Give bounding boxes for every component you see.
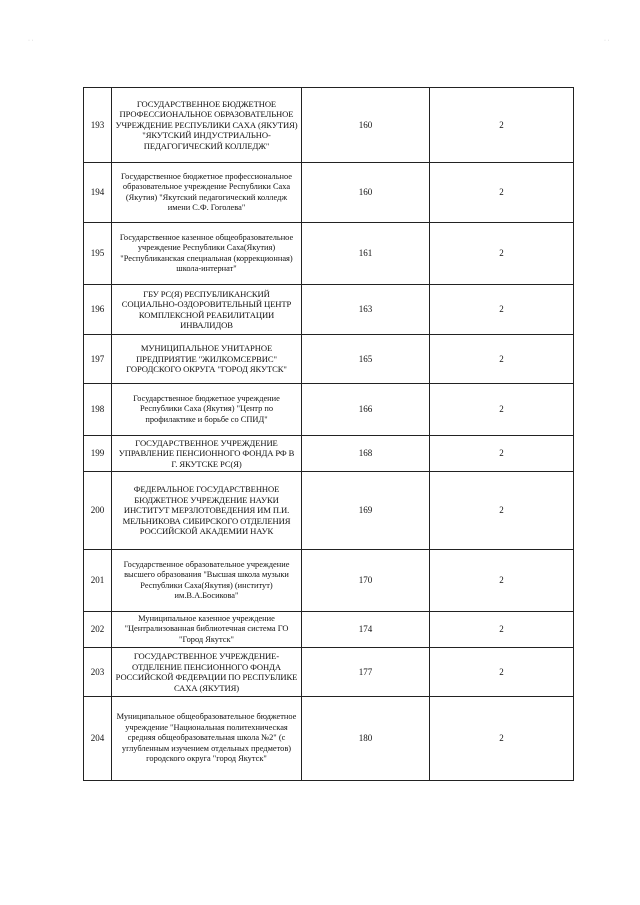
- row-number: 196: [84, 285, 112, 335]
- row-number: 193: [84, 88, 112, 163]
- organization-name: ГОСУДАРСТВЕННОЕ БЮДЖЕТНОЕ ПРОФЕССИОНАЛЬНОЕ ОБРАЗОВАТЕЛЬНОЕ УЧРЕЖДЕНИЕ РЕСПУБЛИКИ САХА (ЯКУТИЯ) "ЯКУТСКИЙ ИНДУСТРИАЛЬНО-ПЕДАГОГИЧЕСКИЙ КОЛЛЕДЖ": [112, 88, 302, 163]
- organization-name: Государственное образовательное учреждение высшего образования "Высшая школа музыки Республики Саха(Якутия) (институт) им.В.А.Босикова": [112, 550, 302, 612]
- row-number: 195: [84, 223, 112, 285]
- row-number: 199: [84, 436, 112, 472]
- scan-margin-mark: · ·: [604, 38, 610, 44]
- row-number: 203: [84, 648, 112, 697]
- row-value: 174: [302, 612, 430, 648]
- organization-name: ФЕДЕРАЛЬНОЕ ГОСУДАРСТВЕННОЕ БЮДЖЕТНОЕ УЧРЕЖДЕНИЕ НАУКИ ИНСТИТУТ МЕРЗЛОТОВЕДЕНИЯ ИМ П.И. МЕЛЬНИКОВА СИБИРСКОГО ОТДЕЛЕНИЯ РОССИЙСКОЙ АКАДЕМИИ НАУК: [112, 472, 302, 550]
- organization-name: ГБУ РС(Я) РЕСПУБЛИКАНСКИЙ СОЦИАЛЬНО-ОЗДОРОВИТЕЛЬНЫЙ ЦЕНТР КОМПЛЕКСНОЙ РЕАБИЛИТАЦИИ ИНВАЛИДОВ: [112, 285, 302, 335]
- row-value: 160: [302, 163, 430, 223]
- row-count: 2: [430, 648, 574, 697]
- organization-name: Муниципальное общеобразовательное бюджетное учреждение "Национальная политехническая средняя общеобразовательная школа №2" (с углубленным изучением отдельных предметов) городского округа "город Якутск": [112, 697, 302, 781]
- row-count: 2: [430, 550, 574, 612]
- table-row: [84, 163, 574, 223]
- table-row: [84, 384, 574, 436]
- table-row: [84, 335, 574, 384]
- organization-name: Государственное казенное общеобразовательное учреждение Республики Саха(Якутия) "Республиканская специальная (коррекционная) школа-интернат": [112, 223, 302, 285]
- table-row: [84, 88, 574, 163]
- row-value: 170: [302, 550, 430, 612]
- row-count: 2: [430, 88, 574, 163]
- organizations-table: [83, 87, 574, 781]
- table-row: [84, 436, 574, 472]
- row-number: 202: [84, 612, 112, 648]
- table-row: [84, 612, 574, 648]
- row-value: 163: [302, 285, 430, 335]
- row-count: 2: [430, 436, 574, 472]
- row-value: 180: [302, 697, 430, 781]
- row-count: 2: [430, 612, 574, 648]
- row-number: 204: [84, 697, 112, 781]
- row-count: 2: [430, 472, 574, 550]
- table-row: [84, 285, 574, 335]
- row-count: 2: [430, 223, 574, 285]
- row-value: 165: [302, 335, 430, 384]
- row-count: 2: [430, 384, 574, 436]
- row-count: 2: [430, 697, 574, 781]
- table-row: [84, 223, 574, 285]
- table-row: [84, 550, 574, 612]
- organization-name: ГОСУДАРСТВЕННОЕ УЧРЕЖДЕНИЕ УПРАВЛЕНИЕ ПЕНСИОННОГО ФОНДА РФ В Г. ЯКУТСКЕ РС(Я): [112, 436, 302, 472]
- row-number: 201: [84, 550, 112, 612]
- row-value: 177: [302, 648, 430, 697]
- row-value: 161: [302, 223, 430, 285]
- row-value: 168: [302, 436, 430, 472]
- row-number: 194: [84, 163, 112, 223]
- row-count: 2: [430, 163, 574, 223]
- table-row: [84, 472, 574, 550]
- row-count: 2: [430, 335, 574, 384]
- row-value: 169: [302, 472, 430, 550]
- organization-name: Государственное бюджетное учреждение Республики Саха (Якутия) "Центр по профилактике и борьбе со СПИД": [112, 384, 302, 436]
- organization-name: МУНИЦИПАЛЬНОЕ УНИТАРНОЕ ПРЕДПРИЯТИЕ "ЖИЛКОМСЕРВИС" ГОРОДСКОГО ОКРУГА "ГОРОД ЯКУТСК": [112, 335, 302, 384]
- row-value: 166: [302, 384, 430, 436]
- row-number: 197: [84, 335, 112, 384]
- scan-margin-mark: · ·: [28, 38, 34, 44]
- organization-name: Муниципальное казенное учреждение "Централизованная библиотечная система ГО "Город Якутск": [112, 612, 302, 648]
- row-count: 2: [430, 285, 574, 335]
- table-row: [84, 648, 574, 697]
- row-number: 200: [84, 472, 112, 550]
- row-value: 160: [302, 88, 430, 163]
- table-row: [84, 697, 574, 781]
- organization-name: ГОСУДАРСТВЕННОЕ УЧРЕЖДЕНИЕ-ОТДЕЛЕНИЕ ПЕНСИОННОГО ФОНДА РОССИЙСКОЙ ФЕДЕРАЦИИ ПО РЕСПУБЛИКЕ САХА (ЯКУТИЯ): [112, 648, 302, 697]
- row-number: 198: [84, 384, 112, 436]
- organization-name: Государственное бюджетное профессиональное образовательное учреждение Республики Саха (Якутия) "Якутский педагогический колледж имени С.Ф. Гоголева": [112, 163, 302, 223]
